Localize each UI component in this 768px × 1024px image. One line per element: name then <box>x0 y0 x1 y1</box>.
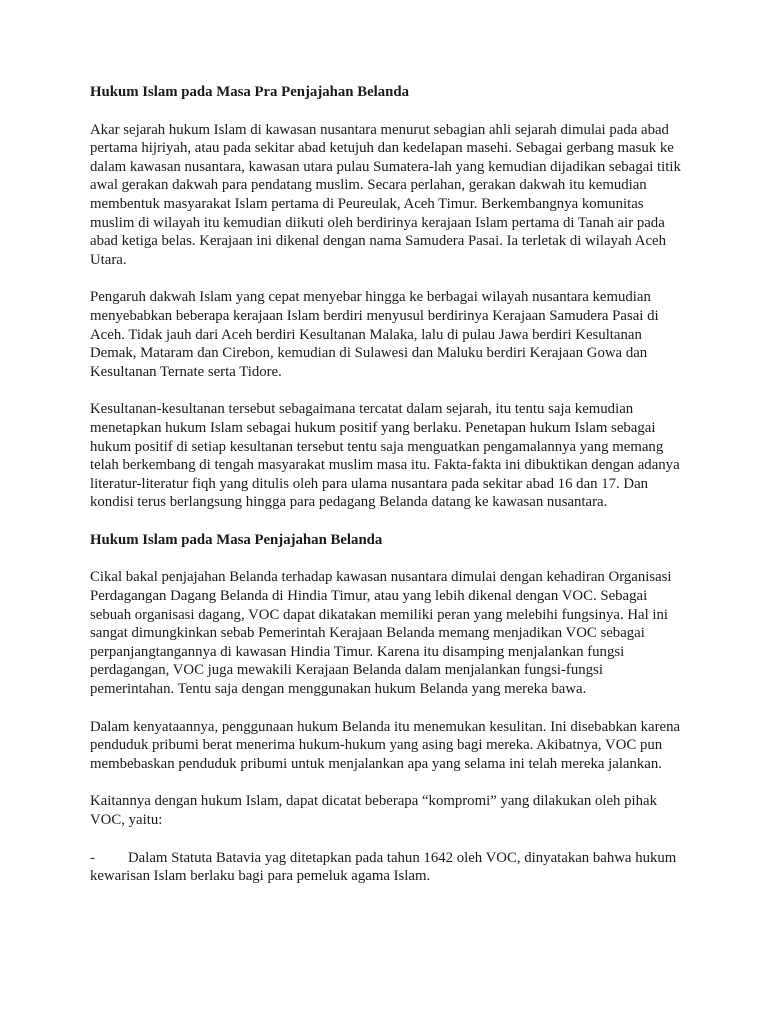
paragraph: Cikal bakal penjajahan Belanda terhadap kawasan nusantara dimulai dengan kehadiran Organisasi Perdagangan Dagang Belanda di Hindia Timur, atau yang lebih dikenal dengan VOC. Sebagai sebuah organisasi dagang, VOC dapat dikatakan memiliki peran yang melebihi fungsinya. Hal ini sangat dimungkinkan sebab Pemerintah Kerajaan Belanda memang menjadikan VOC sebagai perpanjangtangannya di kawasan Hindia Timur. Karena itu disamping menjalankan fungsi perdagangan, VOC juga mewakili Kerajaan Belanda dalam menjalankan fungsi-fungsi pemerintahan. Tentu saja dengan menggunakan hukum Belanda yang mereka bawa. <box>90 569 672 698</box>
list-item <box>90 849 682 886</box>
paragraph: Pengaruh dakwah Islam yang cepat menyebar hingga ke berbagai wilayah nusantara kemudian menyebabkan beberapa kerajaan Islam berdiri menyusul berdirinya Kerajaan Samudera Pasai di Aceh. Tidak jauh dari Aceh berdiri Kesultanan Malaka, lalu di pulau Jawa berdiri Kesultanan Demak, Mataram dan Cirebon, kemudian di Sulawesi dan Maluku berdiri Kerajaan Gowa dan Kesultanan Ternate serta Tidore. <box>90 289 659 380</box>
paragraph: Dalam kenyataannya, penggunaan hukum Belanda itu menemukan kesulitan. Ini disebabkan karena penduduk pribumi berat menerima hukum-hukum yang asing bagi mereka. Akibatnya, VOC pun membebaskan penduduk pribumi untuk menjalankan apa yang selama ini telah mereka jalankan. <box>90 718 681 772</box>
list-item-text: Dalam Statuta Batavia yag ditetapkan pada tahun 1642 oleh VOC, dinyatakan bahwa hukum kewarisan Islam berlaku bagi para pemeluk agama Islam. <box>90 849 677 885</box>
paragraph: Kaitannya dengan hukum Islam, dapat dicatat beberapa “kompromi” yang dilakukan oleh pihak VOC, yaitu: <box>90 793 658 828</box>
section-heading-penjajahan: Hukum Islam pada Masa Penjajahan Belanda <box>90 531 383 548</box>
paragraph: Akar sejarah hukum Islam di kawasan nusantara menurut sebagian ahli sejarah dimulai pada abad pertama hijriyah, atau pada sekitar abad ketujuh dan kedelapan masehi. Sebagai gerbang masuk ke dalam kawasan nusantara, kawasan utara pulau Sumatera-lah yang kemudian dijadikan sebagai titik awal gerakan dakwah para pendatang muslim. Secara perlahan, gerakan dakwah itu kemudian membentuk masyarakat Islam pertama di Peureulak, Aceh Timur. Berkembangnya komunitas muslim di wilayah itu kemudian diikuti oleh berdirinya kerajaan Islam pertama di Tanah air pada abad ketiga belas. Kerajaan ini dikenal dengan nama Samudera Pasai. Ia terletak di wilayah Aceh Utara. <box>90 121 681 268</box>
list-bullet: - <box>90 849 95 866</box>
paragraph: Kesultanan-kesultanan tersebut sebagaimana tercatat dalam sejarah, itu tentu saja kemudian menetapkan hukum Islam sebagai hukum positif yang berlaku. Penetapan hukum Islam sebagai hukum positif di setiap kesultanan tersebut tentu saja menguatkan pengamalannya yang memang telah berkembang di tengah masyarakat muslim masa itu. Fakta-fakta ini dibuktikan dengan adanya literatur-literatur fiqh yang ditulis oleh para ulama nusantara pada sekitar abad 16 dan 17. Dan kondisi terus berlangsung hingga para pedagang Belanda datang ke kawasan nusantara. <box>90 401 680 511</box>
section-heading-pra-penjajahan: Hukum Islam pada Masa Pra Penjajahan Belanda <box>90 84 409 100</box>
document-page <box>90 83 682 886</box>
